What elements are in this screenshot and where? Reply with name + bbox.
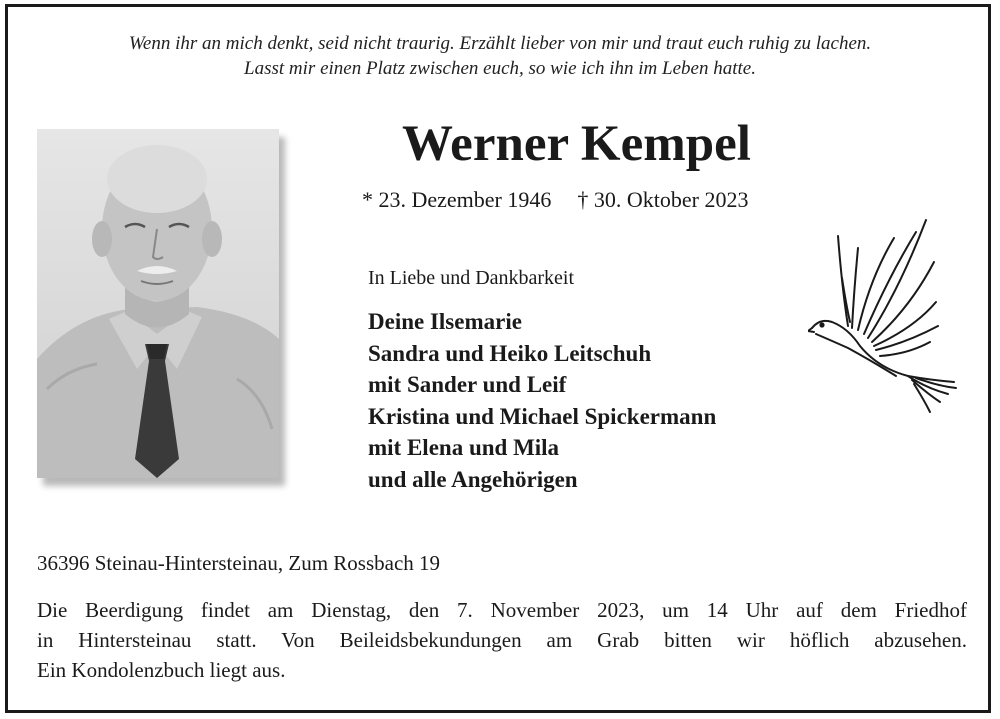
mourners-intro: In Liebe und Dankbarkeit (368, 267, 575, 289)
death-date: † 30. Oktober 2023 (577, 187, 749, 212)
mourner-line: Kristina und Michael Spickermann (368, 403, 717, 429)
address: 36396 Steinau-Hintersteinau, Zum Rossbach 19 (37, 551, 441, 575)
birth-date: * 23. Dezember 1946 (362, 187, 552, 212)
mourner-line: Sandra und Heiko Leitschuh (368, 340, 652, 366)
quote-line-2: Lasst mir einen Platz zwischen euch, so wie ich ihn im Leben hatte. (244, 58, 756, 79)
mourner-line: mit Elena und Mila (368, 435, 560, 460)
quote-line-1: Wenn ihr an mich denkt, seid nicht traurig. Erzählt lieber von mir und traut euch ruhig zu lachen. (128, 33, 872, 54)
mourner-line: Deine Ilsemarie (368, 309, 522, 334)
mourner-line: mit Sander und Leif (368, 372, 567, 397)
portrait-photo (37, 129, 279, 478)
notice-line-2: in Hintersteinau statt. Von Beileidsbekundungen am Grab bitten wir höflich abzusehen. (37, 628, 967, 652)
mourners-list (368, 306, 716, 495)
funeral-notice (37, 595, 967, 685)
memorial-quote (0, 31, 1000, 81)
notice-line-3: Ein Kondolenzbuch liegt aus. (37, 658, 286, 682)
deceased-name: Werner Kempel (402, 116, 751, 172)
notice-line-1: Die Beerdigung findet am Dienstag, den 7. November 2023, um 14 Uhr auf dem Friedhof (37, 598, 967, 622)
life-dates (362, 186, 748, 214)
mourner-line: und alle Angehörigen (368, 466, 578, 492)
dove-icon (808, 218, 960, 418)
